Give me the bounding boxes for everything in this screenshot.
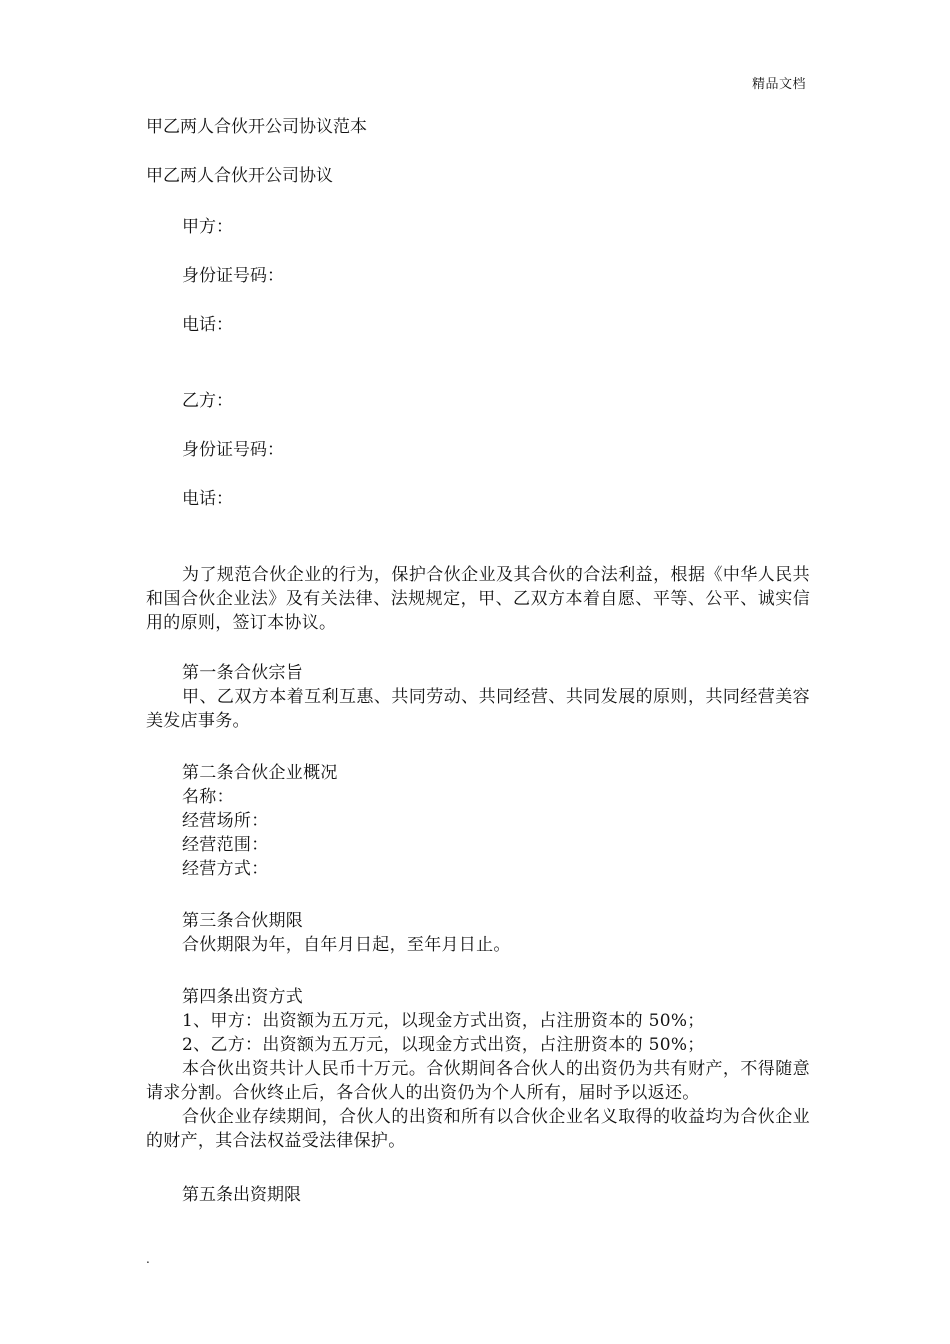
footer-dot: . [146,1252,150,1266]
article-4-paragraph-2: 合伙企业存续期间，合伙人的出资和所有以合伙企业名义取得的收益均为合伙企业的财产，其合法权益受法律保护。 [146,1107,810,1151]
article-3-body: 合伙期限为年，自年月日起，至年月日止。 [182,935,511,955]
document-subtitle: 甲乙两人合伙开公司协议 [146,166,333,186]
article-4 [146,985,810,1153]
article-2 [146,761,810,881]
article-4-heading: 第四条出资方式 [182,987,304,1007]
party-b-id-label: 身份证号码： [182,440,284,460]
header-watermark: 精品文档 [751,77,806,92]
company-name-label: 名称： [182,787,234,807]
party-a-id-label: 身份证号码： [182,266,284,286]
party-a-name-label: 甲方： [182,217,233,237]
article-3-heading: 第三条合伙期限 [182,911,304,931]
article-2-heading: 第二条合伙企业概况 [182,763,338,783]
article-1 [146,661,810,733]
preamble-paragraph: 为了规范合伙企业的行为，保护合伙企业及其合伙的合法利益，根据《中华人民共和国合伙企业法》及有关法律、法规规定，甲、乙双方本着自愿、平等、公平、诚实信用的原则，签订本协议。 [146,565,810,633]
party-b-name-label: 乙方： [182,391,233,411]
business-scope-label: 经营范围： [182,835,269,855]
article-4-paragraph-1: 本合伙出资共计人民币十万元。合伙期间各合伙人的出资仍为共有财产，不得随意请求分割。合伙终止后，各合伙人的出资仍为个人所有，届时予以返还。 [146,1059,810,1103]
article-1-body: 甲、乙双方本着互利互惠、共同劳动、共同经营、共同发展的原则，共同经营美容美发店事务。 [146,687,810,731]
article-3 [146,909,810,957]
article-1-heading: 第一条合伙宗旨 [182,663,304,683]
business-place-label: 经营场所： [182,811,269,831]
article-4-item-1: 1、甲方：出资额为五万元，以现金方式出资，占注册资本的 50%； [182,1011,705,1031]
business-mode-label: 经营方式： [182,859,269,879]
article-5-heading: 第五条出资期限 [182,1185,301,1205]
document-title: 甲乙两人合伙开公司协议范本 [146,117,367,137]
party-a-phone-label: 电话： [182,315,233,335]
article-4-item-2: 2、乙方：出资额为五万元，以现金方式出资，占注册资本的 50%； [182,1035,705,1055]
party-b-phone-label: 电话： [182,489,233,509]
